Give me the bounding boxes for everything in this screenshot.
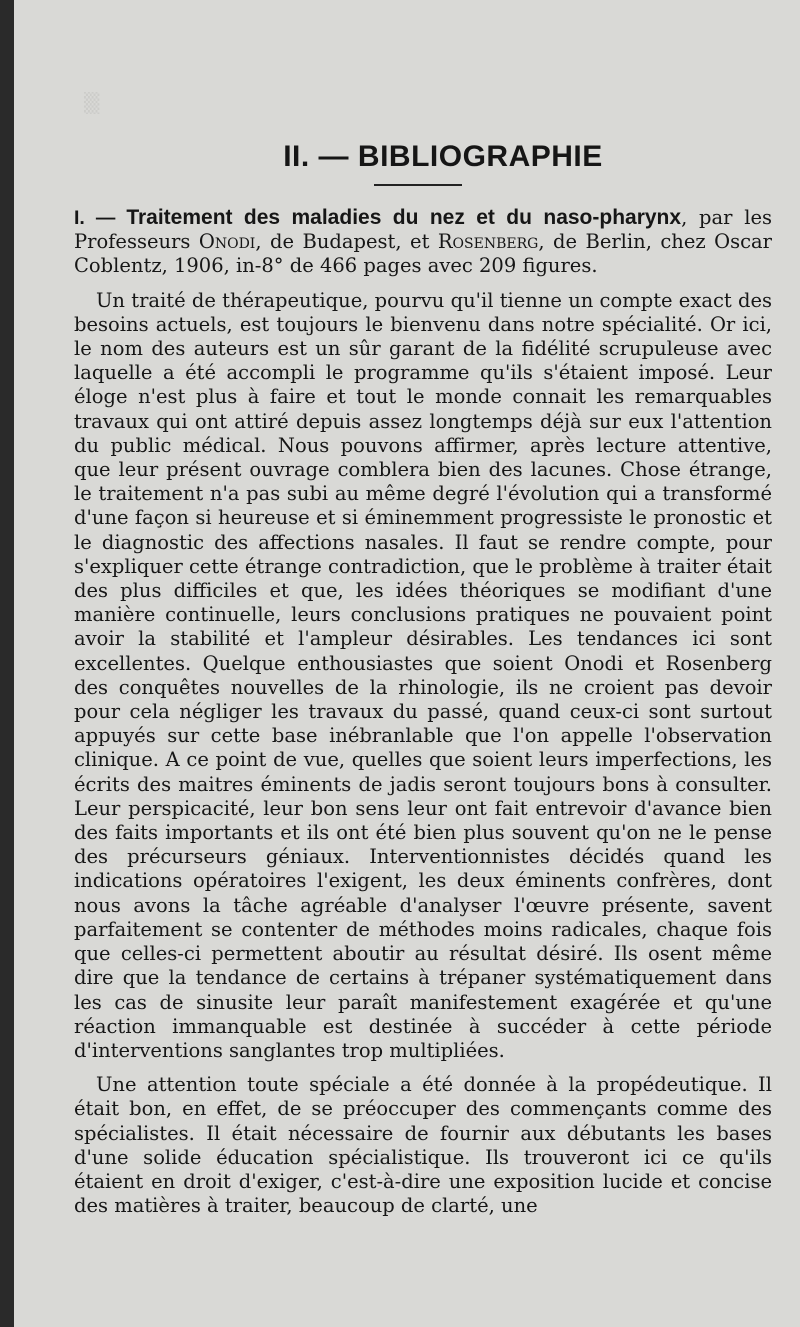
entry-details: , de Berlin, chez Oscar Coblentz, 1906, in-8° de 466 pages avec 209 figures. — [74, 230, 772, 278]
entry-number: I. — — [74, 207, 127, 229]
bleed-through-texture: ▒ — [84, 92, 101, 114]
bibliography-entry — [74, 206, 772, 1218]
document-page — [14, 0, 800, 1327]
entry-author-1-place: , de Budapest, et — [255, 230, 438, 254]
entry-title: Traitement des maladies du nez et du naso-pharynx — [126, 206, 682, 229]
title-divider — [374, 184, 462, 186]
section-numeral: II. — — [283, 140, 358, 173]
review-paragraph: Une attention toute spéciale a été donnée à la propédeutique. Il était bon, en effet, de se préoccuper des commençants comme des spécialistes. Il était nécessaire de fournir aux débutants les bases d'une solide éducation spécialistique. Ils trouveront ici ce qu'ils étaient en droit d'exiger, c'est-à-dire une exposition lucide et concise des matières à traiter, beaucoup de clarté, une — [74, 1073, 772, 1218]
entry-by-text: , par les Professeurs — [74, 206, 772, 254]
entry-author-1: Onodi — [198, 230, 256, 254]
entry-author-2: Rosenberg — [437, 230, 539, 254]
review-paragraph: Un traité de thérapeutique, pourvu qu'il tienne un compte exact des besoins actuels, est toujours le bienvenu dans notre spécialité. Or ici, le nom des auteurs est un sûr garant de la fidélité scrupuleuse avec laquelle a été accompli le programme qu'ils s'étaient imposé. Leur éloge n'est plus à faire et tout le monde connait les remarquables travaux qui ont attiré depuis assez longtemps déjà sur eux l'attention du public médical. Nous pouvons affirmer, après lecture attentive, que leur présent ouvrage comblera bien des lacunes. Chose étrange, le traitement n'a pas subi au même degré l'évolution qui a transformé d'une façon si heureuse et si éminemment progressiste le pronostic et le diagnostic des affections nasales. Il faut se rendre compte, pour s'expliquer cette étrange contradiction, que le problème à traiter était des plus difficiles et que, les idées théoriques se modifiant d'une manière continuelle, leurs conclusions pratiques ne pouvaient point avoir la stabilité et l'ampleur désirables. Les tendances ici sont excellentes. Quelque enthousiastes que soient Onodi et Rosenberg des conquêtes nouvelles de la rhinologie, ils ne croient pas devoir pour cela négliger les travaux du passé, quand ceux-ci sont surtout appuyés sur cette base inébranlable que l'on appelle l'observation clinique. A ce point de vue, quelles que soient leurs imperfections, les écrits des maitres éminents de jadis seront toujours bons à consulter. Leur perspicacité, leur bon sens leur ont fait entrevoir d'avance bien des faits importants et ils ont été bien plus souvent qu'on ne le pense des précurseurs géniaux. Interventionnistes décidés quand les indications opératoires l'exigent, les deux éminents confrères, dont nous avons la tâche agréable d'analyser l'œuvre présente, savent parfaitement se contenter de méthodes moins radicales, chaque fois que celles-ci permettent aboutir au résultat désiré. Ils osent même dire que la tendance de certains à trépaner systématiquement dans les cas de sinusite leur paraît manifestement exagérée et qu'une réaction immanquable est destinée à succéder à cette période d'interventions sanglantes trop multipliées. — [74, 288, 772, 1062]
section-title — [74, 140, 772, 174]
section-heading: BIBLIOGRAPHIE — [357, 140, 603, 173]
entry-citation — [74, 206, 772, 279]
